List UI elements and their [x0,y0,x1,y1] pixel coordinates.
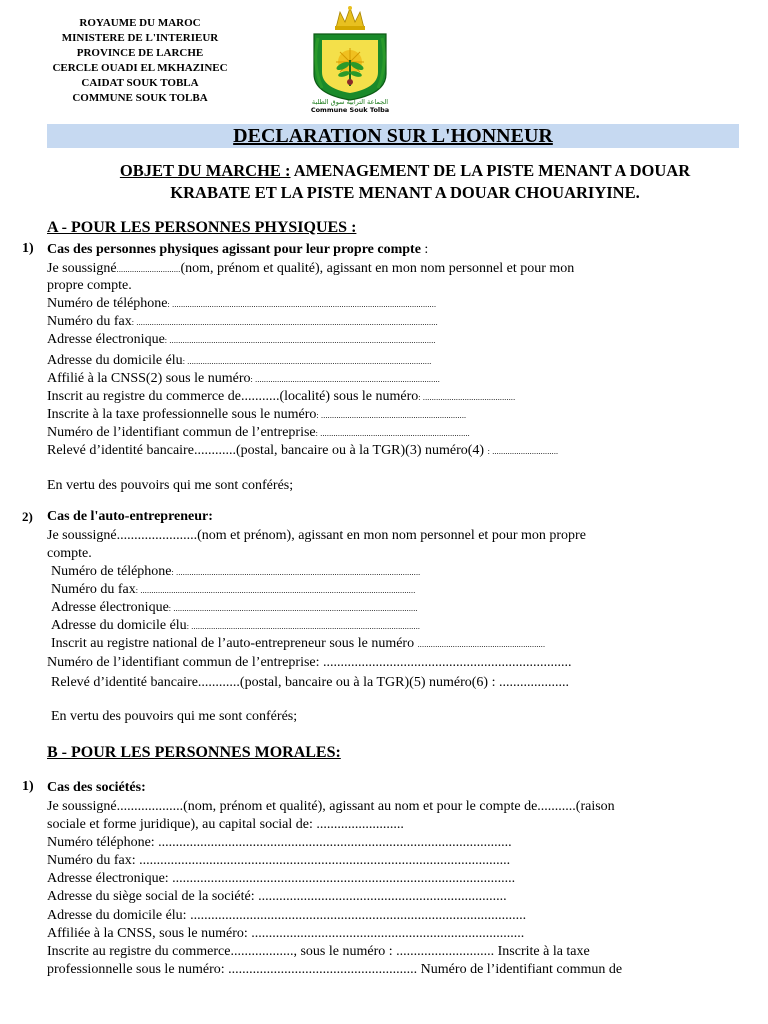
case-b1-telephone: Numéro téléphone: ..................................................................................................... [47,835,512,850]
case-a1-line2: propre compte. [47,278,132,293]
case-a2-fax: Numéro du fax: ............................................................................................................................. [51,582,416,597]
case-a1-soussigne: Je soussigné.............................(nom, prénom et qualité), agissant en mon nom personnel et pour mon [47,261,575,276]
case-b1-email: Adresse électronique: .................................................................................................. [47,871,516,886]
section-a-heading: A - POUR LES PERSONNES PHYSIQUES : [47,219,357,236]
case-a2-title: Cas de l'auto-entrepreneur: [47,509,213,524]
case-b1-cnss: Affiliée à la CNSS, sous le numéro: .............................................................................. [47,926,525,941]
case-b1-domicile: Adresse du domicile élu: ................................................................................................ [47,908,527,923]
section-b-heading: B - POUR LES PERSONNES MORALES: [47,744,341,761]
case-a1-domicile: Adresse du domicile élu: ............................................................................................................... [47,353,432,368]
objet-text-line2: KRABATE ET LA PISTE MENANT A DOUAR CHOUARIYINE. [170,183,640,202]
case-a2-soussigne: Je soussigné.......................(nom et prénom), agissant en mon nom personnel et pour mon propre [47,528,586,543]
case-a1-taxe-professionnelle: Inscrite à la taxe professionnelle sous le numéro: .................................................................. [47,407,467,422]
header-line: COMMUNE SOUK TOLBA [72,92,208,104]
header-line: ROYAUME DU MAROC [79,17,201,29]
case-a1-registre-commerce: Inscrit au registre du commerce de...........(localité) sous le numéro: .......................................... [47,389,516,404]
case-b1-number: 1) [22,779,34,794]
logo-caption-latin: Commune Souk Tolba [310,106,390,114]
case-b1-title: Cas des sociétés: [47,780,146,795]
logo-caption [300,98,400,114]
case-a2-rib: Relevé d’identité bancaire............(postal, bancaire ou à la TGR)(5) numéro(6) : .................... [51,675,569,690]
header-authority-block [40,16,240,106]
case-a1-identifiant-commun: Numéro de l’identifiant commun de l’entreprise: .................................................................... [47,425,470,440]
objet-du-marche [60,160,750,204]
case-a1-rib: Relevé d’identité bancaire............(postal, bancaire ou à la TGR)(3) numéro(4) : .............................. [47,443,559,458]
case-b1-fax: Numéro du fax: .......................................................................................................... [47,853,511,868]
case-a2-registre-auto-entrepreneur: Inscrit au registre national de l’auto-entrepreneur sous le numéro .......................................................... [51,636,546,651]
case-b1-soussigne: Je soussigné...................(nom, prénom et qualité), agissant au nom et pour le compte de...........(raison [47,799,615,814]
case-a1-title: Cas des personnes physiques agissant pour leur propre compte : [47,242,429,257]
case-b1-siege-social: Adresse du siège social de la société: ....................................................................... [47,889,507,904]
case-a1-telephone: Numéro de téléphone: ........................................................................................................................ [47,296,437,311]
document-title: DECLARATION SUR L'HONNEUR [233,125,553,147]
case-a2-email: Adresse électronique: ............................................................................................................... [51,600,418,615]
document-title-bar [47,124,739,148]
case-a1-number: 1) [22,241,34,256]
case-a2-number: 2) [22,509,33,524]
case-a2-telephone: Numéro de téléphone: ............................................................................................................... [51,564,421,579]
case-a2-vertu: En vertu des pouvoirs qui me sont conférés; [51,709,298,724]
case-a1-cnss: Affilié à la CNSS(2) sous le numéro: .................................................................................... [47,371,440,386]
case-a1-fax: Numéro du fax: ......................................................................................................................................... [47,314,438,329]
case-a2-line2: compte. [47,546,92,561]
objet-text-line1: AMENAGEMENT DE LA PISTE MENANT A DOUAR [290,161,691,180]
logo-caption-arabic: الجماعة الترابية سوق الطلبة [311,98,389,106]
header-line: PROVINCE DE LARCHE [76,47,204,59]
header-line: CAIDAT SOUK TOBLA [81,77,199,89]
case-b1-registre-commerce: Inscrite au registre du commerce.................., sous le numéro : ............................ Inscrite à la taxe [47,944,590,959]
case-a1-vertu: En vertu des pouvoirs qui me sont conférés; [47,478,294,493]
case-b1-taxe-professionnelle: professionnelle sous le numéro: ...................................................... Numéro de l’identifiant commun de [47,962,623,977]
header-line: CERCLE OUADI EL MKHAZINEC [52,62,228,74]
case-a2-domicile: Adresse du domicile élu: ........................................................................................................ [51,618,421,633]
case-b1-line2: sociale et forme juridique), au capital social de: ......................... [47,817,404,832]
objet-label: OBJET DU MARCHE : [119,161,291,180]
case-a2-identifiant-commun: Numéro de l’identifiant commun de l’entreprise: ....................................................................... [47,655,572,670]
header-line: MINISTERE DE L'INTERIEUR [61,32,219,44]
case-a1-email: Adresse électronique: ......................................................................................................................... [47,332,436,347]
